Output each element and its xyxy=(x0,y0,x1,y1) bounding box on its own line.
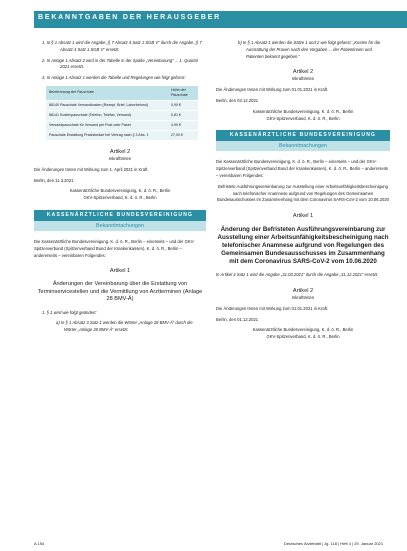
article-text: In Artikel 4 Satz 1 wird die Angabe „31.03.2021“ durch die Angabe „31.12.2021“ ersetzt. xyxy=(216,272,379,278)
left-column xyxy=(34,40,206,338)
table-header: Bezeichnung der Pauschale xyxy=(46,86,168,101)
section-subheader: Bekanntmachungen xyxy=(216,141,390,151)
article-heading: Artikel 1 xyxy=(109,268,131,275)
section-subheader: Bekanntmachungen xyxy=(34,221,206,231)
table-header-row xyxy=(46,86,198,101)
quoted-title: Befristete Ausführungsvereinbarung zur Ausstellung einer Arbeitsunfähigkeitsbescheinigung nach telefonischer Anamnese aufgrund von Regelungen des Gemeinsamen Bundesausschusses im Zusammenhang mit dem Coronavirus SARS-CoV-2 vom 10.06.2020 xyxy=(216,183,389,203)
table-row xyxy=(46,120,198,130)
table-cell: 88141 Kostenpauschale (Telefon, Telefax, Versand) xyxy=(46,110,168,120)
list-item: 1. § 1 wird wie folgt geändert: xyxy=(42,309,97,315)
journal-citation: Deutsches Ärzteblatt | Jg. 118 | Heft 4 | 29. Januar 2021 xyxy=(284,541,384,546)
table-cell: Pauschale Erstattung Praxisbedarf bei Vertrag nach § 3 Abs. 1 xyxy=(46,130,168,140)
article-heading: Artikel 2 xyxy=(292,69,314,76)
signature: GKV-Spitzenverband, K. d. ö. R., Berlin xyxy=(266,334,340,340)
signatures xyxy=(216,109,390,123)
table-cell: 0,81 € xyxy=(168,110,198,120)
article-text: Die Änderungen treten mit Wirkung zum 01.01.2021 in Kraft. xyxy=(216,87,329,93)
list-item: 3. In Anlage 1 Absatz 1 werden die Tabelle und Regelungen wie folgt gefasst: xyxy=(42,75,186,81)
date-line: Berlin, den 11.3.2021 xyxy=(34,177,74,183)
article-heading: Artikel 1 xyxy=(292,213,314,220)
table-header: Höhe der Pauschale xyxy=(168,86,198,101)
intro-text: Die Kassenärztliche Bundesvereinigung, K. d. ö. R., Berlin – einerseits – und der GKV-Spitzenverband (Spitzenverband Bund der Krankenkassen), K. d. ö. R., Berlin – andererseits – vereinbaren Folgendes: xyxy=(34,238,195,258)
article-text: Die Änderungen treten mit Wirkung zum 01.01.2021 in Kraft. xyxy=(216,305,329,311)
table-cell: 4,90 € xyxy=(168,120,198,130)
section-banner: KASSENÄRZTLICHE BUNDESVEREINIGUNG xyxy=(34,210,206,221)
date-line: Berlin, den 01.12.2021 xyxy=(216,316,259,322)
table-cell: 88140 Pauschale Versandkosten (Rezept, Brief, Laborbefund) xyxy=(46,100,168,110)
article-heading: Artikel 2 xyxy=(292,287,314,294)
header-title: BEKANNTGABEN DER HERAUSGEBER xyxy=(38,14,222,21)
article-title: Inkrafttreten xyxy=(291,294,315,300)
signature: Kassenärztliche Bundesvereinigung, K. d. ö. R., Berlin xyxy=(69,188,171,194)
page-number: A 154 xyxy=(34,541,45,546)
intro-text: Die Kassenärztliche Bundesvereinigung, K. d. ö. R., Berlin – einerseits – und der GKV-Spitzenverband (Spitzenverband Bund der Krankenkassen), K. d. ö. R., Berlin – andererseits – vereinbaren Folgendes: xyxy=(216,159,389,178)
pauschale-table xyxy=(46,86,198,140)
table-row xyxy=(46,100,198,110)
article-title: Inkrafttreten xyxy=(291,76,315,82)
list-subitem: b) In § 1 Absatz 1 werden die Sätze 1 und 2 wie folgt gefasst: „Kosten für die Ausstattung der Praxen nach den Vorgaben ... der Patientinnen und Patienten bekannt gegeben.“ xyxy=(238,40,381,59)
list-item: 1. In § 1 Absatz 1 wird die Angabe „§ 7 Absatz 4 Satz 1 SGB V“ durch die Angabe „§ 7 Absatz 4 Satz 1 SGB V“ ersetzt. xyxy=(42,40,202,52)
table-row xyxy=(46,130,198,140)
article-heading: Artikel 2 xyxy=(109,148,131,155)
table-cell: 27,00 € xyxy=(168,130,198,140)
signatures xyxy=(34,188,206,202)
header-bar xyxy=(34,11,407,28)
section-banner: KASSENÄRZTLICHE BUNDESVEREINIGUNG xyxy=(216,130,390,141)
article-title: Änderungen der Vereinbarung über die Erstattung von Terminservicestellen und die Vermittlung von Arztterminen (Anlage 28 BMV-Ä) xyxy=(37,281,203,303)
signature: Kassenärztliche Bundesvereinigung, K. d. ö. R., Berlin xyxy=(252,108,354,114)
list-item: 2. In Anlage 1 Absatz 2 wird in der Tabelle in der Spalte „Vereinbarung“ ... 1. Quartal 2021 ersetzt. xyxy=(42,57,198,70)
table-cell: 0,90 € xyxy=(168,100,198,110)
signature: Kassenärztliche Bundesvereinigung, K. d. ö. R., Berlin xyxy=(252,327,354,333)
article-title: Änderung der Befristeten Ausführungsvereinbarung zur Ausstellung einer Arbeitsunfähigkeitsbescheinigung nach telefonischer Anamnese aufgrund von Regelungen des Gemeinsamen Bundesausschusses im Zusammenhang mit dem Coronavirus SARS-CoV-2 vom 10.06.2020 xyxy=(217,226,389,266)
table-cell: Versandpauschale für Versand per Post oder Paket xyxy=(46,120,168,130)
signature: GKV-Spitzenverband, K. d. ö. R., Berlin xyxy=(266,115,340,121)
list-subitem: a) In § 1 Absatz 3 Satz 1 werden die Wörter „Anlage 28 BMV-Ä“ durch die Wörter „Anlage 28 BMV-Ä“ ersetzt. xyxy=(56,320,193,333)
right-column xyxy=(216,40,390,349)
table-row xyxy=(46,110,198,120)
article-title: Inkrafttreten xyxy=(108,155,132,161)
date-line: Berlin, den 03.12.2021 xyxy=(216,97,259,103)
article-text: Die Änderungen treten mit Wirkung zum 1. April 2021 in Kraft. xyxy=(34,166,149,172)
signature: GKV-Spitzenverband, K. d. ö. R., Berlin xyxy=(83,195,157,201)
signatures xyxy=(216,327,390,341)
